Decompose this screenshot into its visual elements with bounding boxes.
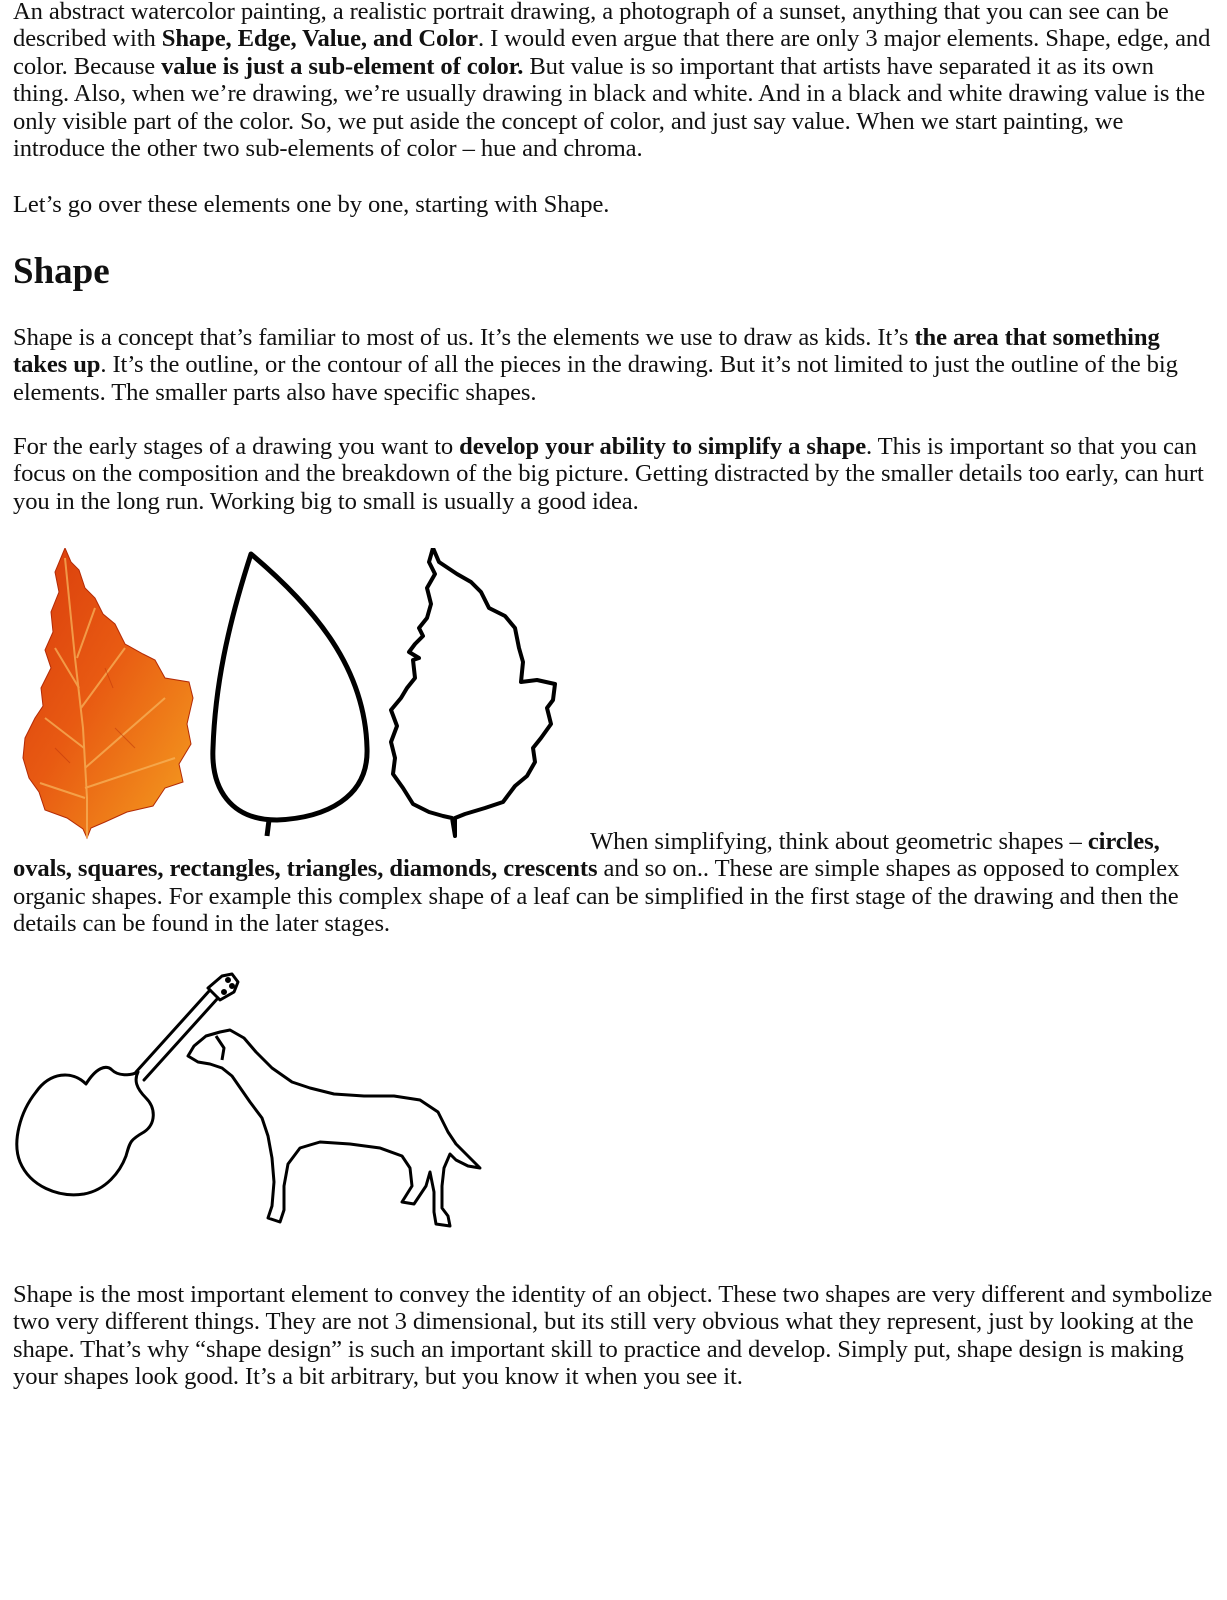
section-heading-shape: Shape <box>13 251 110 292</box>
transition-paragraph: Let’s go over these elements one by one, starting with Shape. <box>13 191 610 218</box>
shape-definition-paragraph <box>13 324 1213 406</box>
orange-leaf-image <box>23 548 193 838</box>
simplify-text-2: . This is important so that you can focus on the composition and the breakdown of the big picture. Getting distracted by the smaller details too early, can hurt you in the long run. Working big to small is usually a good idea. <box>13 433 1204 515</box>
shape-def-text-2: . It’s the outline, or the contour of all the pieces in the drawing. But it’s not limited to just the outline of the big elements. The smaller parts also have specific shapes. <box>13 351 1178 406</box>
simplified-leaf-outline <box>213 554 367 836</box>
intro-bold-value: value is just a sub-element of color. <box>161 52 524 80</box>
intro-text-2: . I would even argue that there are only 3 major elements. Shape, edge, and color. Because <box>13 25 1211 80</box>
detailed-leaf-outline <box>391 548 555 836</box>
simplify-text-1: For the early stages of a drawing you want to <box>13 433 460 460</box>
guitar-and-dog-figure <box>10 972 485 1237</box>
intro-paragraph <box>13 0 1213 162</box>
shape-def-bold: the area that something takes up <box>13 324 1160 379</box>
simplify-bold: develop your ability to simplify a shape <box>459 433 867 460</box>
simplify-paragraph <box>13 433 1213 515</box>
shape-def-text-1: Shape is a concept that’s familiar to most of us. It’s the elements we use to draw as kids. It’s <box>13 324 915 351</box>
geometric-text-2: and so on.. These are simple shapes as opposed to complex organic shapes. For example this complex shape of a leaf can be simplified in the first stage of the drawing and then the details can be found in the later stages. <box>13 855 1180 938</box>
intro-bold-elements: Shape, Edge, Value, and Color <box>161 25 478 53</box>
guitar-outline <box>17 974 238 1195</box>
geometric-bold-list: circles, ovals, squares, rectangles, triangles, diamonds, crescents <box>13 828 1160 883</box>
dog-outline <box>188 1030 480 1226</box>
geometric-text-1: When simplifying, think about geometric shapes – <box>590 828 1088 855</box>
intro-text-3: But value is so important that artists have separated it as its own thing. Also, when we’re drawing, we’re usually drawing in black and white. And in a black and white drawing value is the only visible part of the color. So, we put aside the concept of color, and just say value. When we start painting, we introduce the other two sub-elements of color – hue and chroma. <box>13 52 1206 163</box>
leaf-simplification-figure <box>15 548 575 848</box>
intro-text-1: An abstract watercolor painting, a realistic portrait drawing, a photograph of a sunset, anything that you can see can be described with <box>13 0 1169 53</box>
identity-paragraph: Shape is the most important element to convey the identity of an object. These two shapes are very different and symbolize two very different things. They are not 3 dimensional, but its still very obvious what they represent, just by looking at the shape. That’s why “shape design” is such an important skill to practice and develop. Simply put, shape design is making your shapes look good. It’s a bit arbitrary, but you know it when you see it. <box>13 1281 1213 1391</box>
